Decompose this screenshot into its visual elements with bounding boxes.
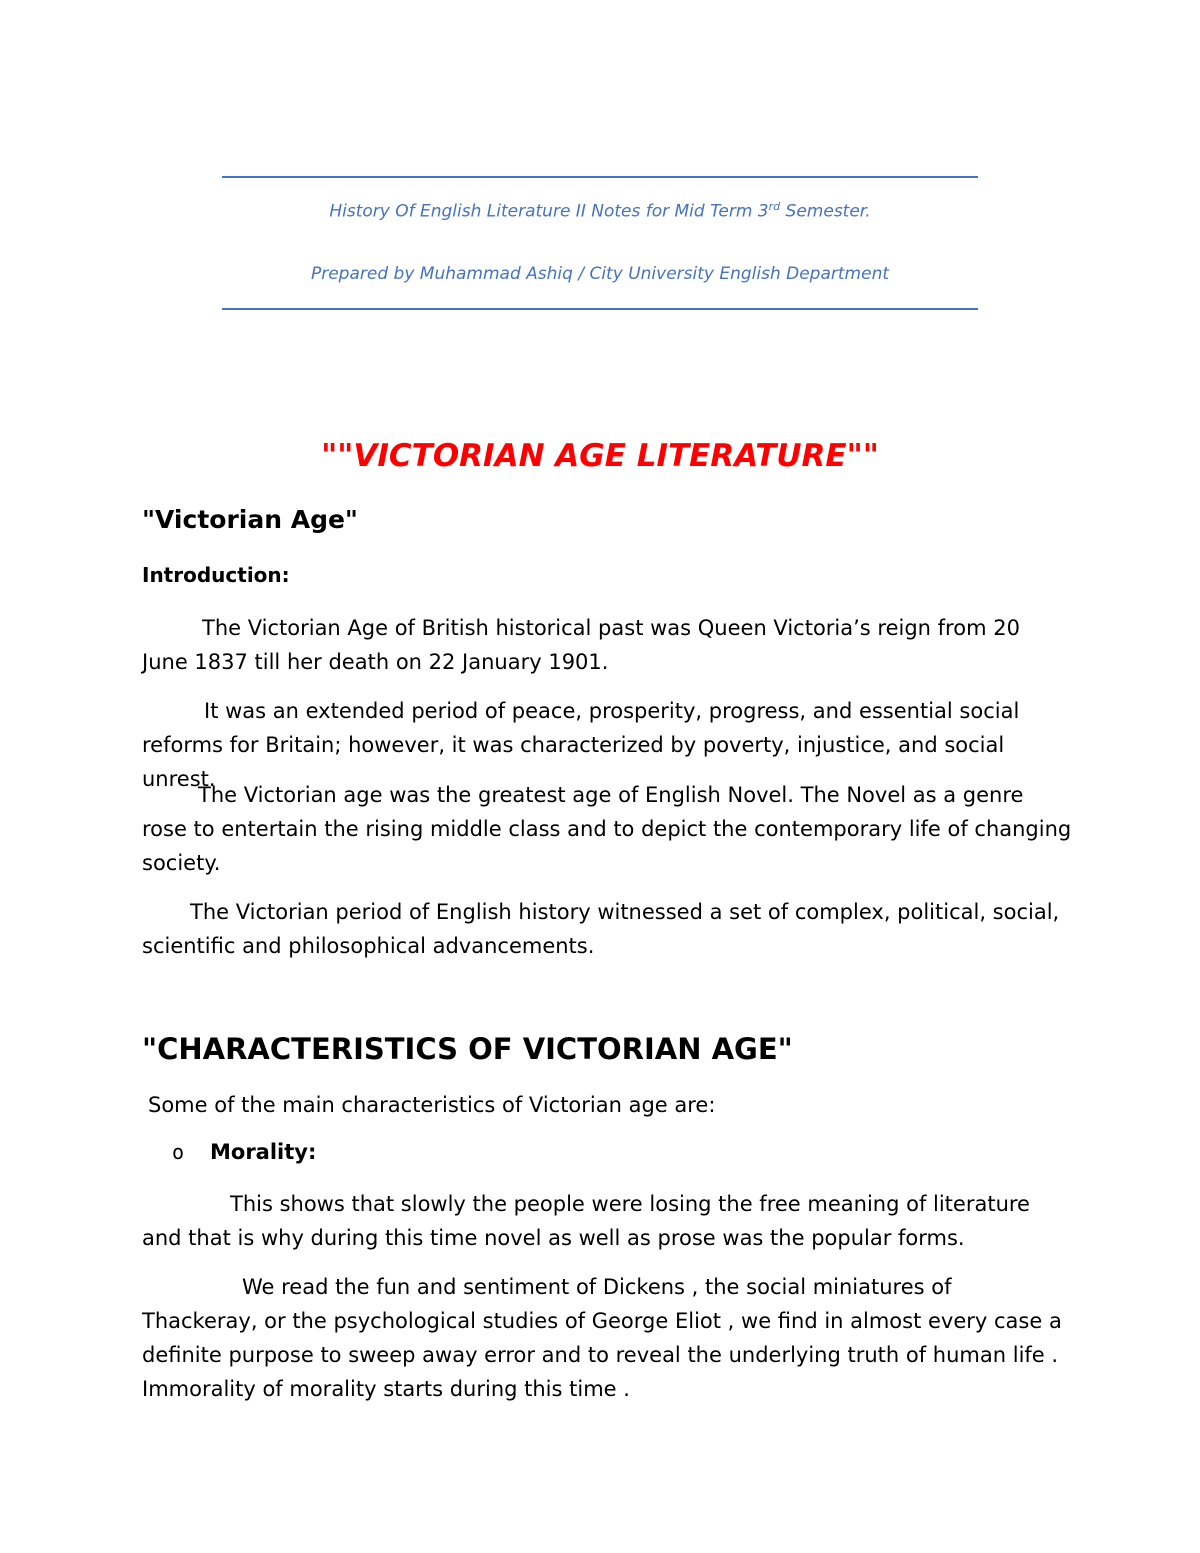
morality-paragraph-1: This shows that slowly the people were losing the free meaning of literature and that is why during this time novel as well as prose was the popular forms. xyxy=(142,1192,1030,1250)
characteristics-heading: "CHARACTERISTICS OF VICTORIAN AGE" xyxy=(142,1032,793,1066)
morality-label: Morality: xyxy=(210,1140,317,1164)
morality-list-item xyxy=(172,1140,316,1164)
header-bottom-rule xyxy=(222,308,978,310)
intro-paragraph-3: The Victorian age was the greatest age of English Novel. The Novel as a genre rose to entertain the rising middle class and to depict the contemporary life of changing society. xyxy=(142,783,1072,875)
intro-paragraph-1: The Victorian Age of British historical past was Queen Victoria’s reign from 20 June 1837 till her death on 22 January 1901. xyxy=(142,616,1020,674)
intro-paragraph-2: It was an extended period of peace, prosperity, progress, and essential social reforms for Britain; however, it was characterized by poverty, injustice, and social unrest. xyxy=(142,699,1020,791)
header-top-rule xyxy=(222,176,978,178)
document-title: ""VICTORIAN AGE LITERATURE"" xyxy=(321,438,879,474)
introduction-label: Introduction: xyxy=(142,563,290,587)
characteristics-intro: Some of the main characteristics of Victorian age are: xyxy=(148,1093,716,1117)
morality-paragraph-2: We read the fun and sentiment of Dickens , the social miniatures of Thackeray, or the psychological studies of George Eliot , we find in almost every case a definite purpose to sweep away error and to reveal the underlying truth of human life . Immorality of morality starts during this time . xyxy=(142,1275,1062,1401)
author-line: Prepared by Muhammad Ashiq / City University English Department xyxy=(310,264,890,284)
ordinal-suffix: rd xyxy=(768,200,781,213)
course-title: History Of English Literature II Notes for Mid Term 3rd Semester. xyxy=(329,200,871,222)
victorian-age-heading: "Victorian Age" xyxy=(142,505,358,534)
bullet-marker: o xyxy=(172,1140,185,1164)
intro-paragraph-4: The Victorian period of English history witnessed a set of complex, political, social, scientific and philosophical advancements. xyxy=(142,900,1060,958)
